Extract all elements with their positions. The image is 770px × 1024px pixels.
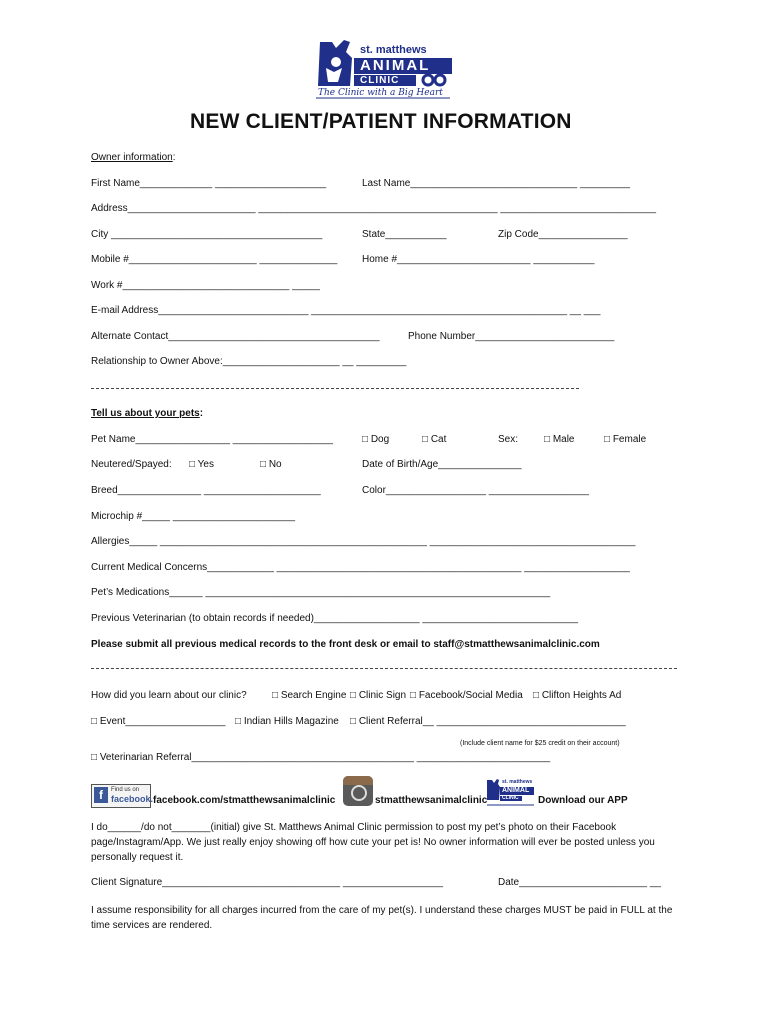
section-divider [91,388,579,389]
alternate-contact-field[interactable]: Alternate Contact______________________________________ [91,331,380,342]
app-logo-line2: ANIMAL [502,787,530,794]
section-divider [91,668,677,669]
app-logo-line1: st. matthews [502,779,533,785]
email-field[interactable]: E-mail Address___________________________ ______________________________________________ __ ___ [91,305,601,316]
submit-records-note: Please submit all previous medical records to the front desk or email to staff@stmatthewsanimalclinic.com [91,639,600,650]
logo-line3: CLINIC [360,75,400,86]
color-field[interactable]: Color__________________ __________________ [362,485,589,496]
facebook-badge[interactable] [91,784,154,808]
facebook-icon: f [94,787,108,803]
clifton-heights-checkbox[interactable]: □ Clifton Heights Ad [533,690,622,701]
logo-line1: st. matthews [360,44,427,56]
owner-section-heading [91,152,175,163]
referral-question: How did you learn about our clinic? [91,690,247,701]
sex-label: Sex: [498,434,519,445]
facebook-badge-line1: Find us on [111,787,140,793]
mobile-field[interactable]: Mobile #_______________________ ______________ [91,254,338,265]
vet-referral-checkbox[interactable]: □ Veterinarian Referral________________________________________ ________________________ [91,752,551,763]
logo-tagline: The Clinic with a Big Heart [318,88,443,98]
allergies-field[interactable]: Allergies_____ ________________________________________________ _____________________________________ [91,536,636,547]
pets-heading-text: Tell us about your pets [91,408,200,419]
photo-permission-paragraph[interactable]: I do______/do not_______(initial) give St. Matthews Animal Clinic permission to post my pet’s photo on their Facebook page/Instagram/App. We just really enjoy showing off how cute your pet is! No owner information will ever be posted unless you personally request it. [91,822,655,863]
home-phone-field[interactable]: Home #________________________ ___________ [362,254,595,265]
client-signature-field[interactable]: Client Signature________________________________ __________________ [91,877,444,888]
medical-concerns-field[interactable]: Current Medical Concerns____________ ____________________________________________ ___________________ [91,562,630,573]
app-logo[interactable] [486,778,536,808]
facebook-badge-line2: facebook. [111,794,154,804]
financial-responsibility-paragraph: I assume responsibility for all charges incurred from the care of my pet(s). I understand these charges MUST be paid in FULL at the time services are rendered. [91,905,673,931]
zip-field[interactable]: Zip Code________________ [498,229,628,240]
city-field[interactable]: City ______________________________________ [91,229,323,240]
signature-date-field[interactable]: Date_______________________ __ [498,877,661,888]
phone-number-field[interactable]: Phone Number_________________________ [408,331,615,342]
logo-line2: ANIMAL [360,57,431,74]
clinic-logo [316,38,456,104]
dog-checkbox[interactable]: □ Dog [362,434,390,445]
relationship-field[interactable]: Relationship to Owner Above:_____________________ __ _________ [91,356,407,367]
address-field[interactable]: Address_______________________ ___________________________________________ ____________________________ [91,203,657,214]
state-field[interactable]: State___________ [362,229,447,240]
work-phone-field[interactable]: Work #______________________________ _____ [91,280,320,291]
instagram-icon-lens [351,785,367,801]
neutered-label: Neutered/Spayed: [91,459,172,470]
event-checkbox[interactable]: □ Event__________________ [91,716,226,727]
instagram-handle[interactable]: stmatthewsanimalclinic [375,795,488,806]
neutered-no-checkbox[interactable]: □ No [260,459,282,470]
instagram-icon[interactable] [343,776,373,806]
page-title: NEW CLIENT/PATIENT INFORMATION [190,110,572,133]
female-checkbox[interactable]: □ Female [604,434,647,445]
first-name-field[interactable]: First Name_____________ ____________________ [91,178,327,189]
male-checkbox[interactable]: □ Male [544,434,575,445]
instagram-icon-band [343,776,373,785]
clinic-sign-checkbox[interactable]: □ Clinic Sign [350,690,407,701]
dob-field[interactable]: Date of Birth/Age_______________ [362,459,522,470]
pet-name-field[interactable]: Pet Name_________________ __________________ [91,434,333,445]
indian-hills-checkbox[interactable]: □ Indian Hills Magazine [235,716,339,727]
pets-section-heading [91,408,203,419]
facebook-social-checkbox[interactable]: □ Facebook/Social Media [410,690,523,701]
search-engine-checkbox[interactable]: □ Search Engine [272,690,347,701]
owner-heading-text: Owner information [91,152,173,163]
client-referral-checkbox[interactable]: □ Client Referral__ __________________________________ [350,716,626,727]
last-name-field[interactable]: Last Name______________________________ _________ [362,178,631,189]
facebook-url[interactable]: facebook.com/stmatthewsanimalclinic [153,795,336,806]
pets-heading-colon: : [199,408,204,419]
medications-field[interactable]: Pet’s Medications______ ______________________________________________________________ [91,587,551,598]
download-app-link[interactable]: Download our APP [538,795,628,806]
neutered-yes-checkbox[interactable]: □ Yes [189,459,214,470]
microchip-field[interactable]: Microchip #_____ ______________________ [91,511,296,522]
client-referral-note: (Include client name for $25 credit on their account) [460,740,620,747]
previous-vet-field[interactable]: Previous Veterinarian (to obtain records if needed)___________________ ____________________________ [91,613,579,624]
owner-heading-colon: : [172,152,176,163]
app-logo-line3: CLINIC [502,795,519,801]
breed-field[interactable]: Breed_______________ _____________________ [91,485,321,496]
cat-checkbox[interactable]: □ Cat [422,434,447,445]
